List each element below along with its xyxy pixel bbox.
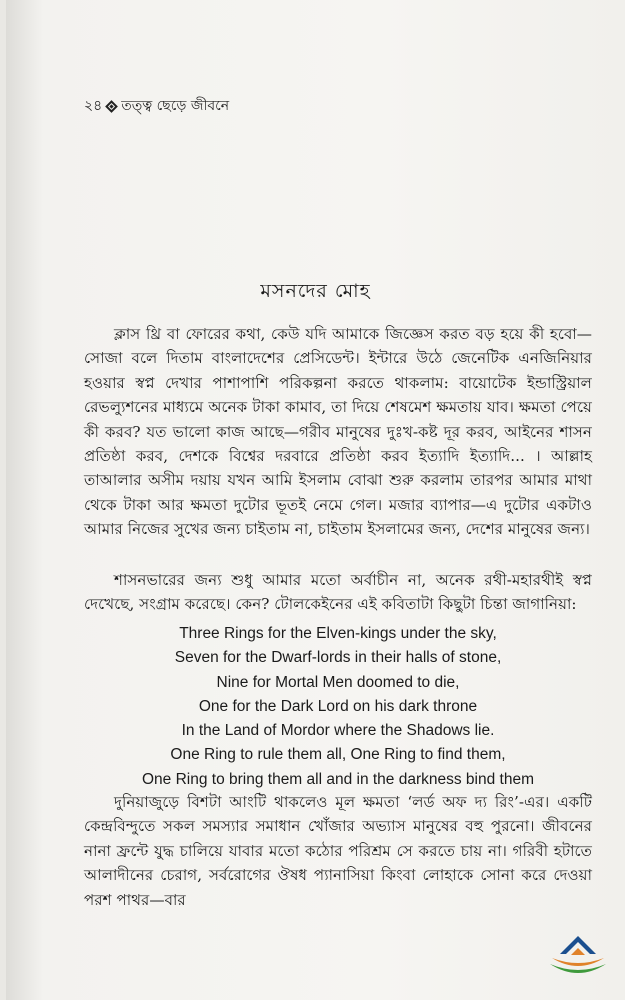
section-title: মসনদের মোহ (260, 280, 371, 302)
page-header (84, 94, 229, 118)
book-page (6, 0, 625, 1000)
publisher-logo-icon (546, 924, 610, 980)
running-book-title: তত্ত্ব ছেড়ে জীবনে (121, 98, 230, 114)
poem-quote (84, 622, 592, 792)
poem-line: One Ring to rule them all, One Ring to find them, (170, 746, 506, 764)
paragraph-2: শাসনভারের জন্য শুধু আমার মতো অর্বাচীন না, অনেক রথী-মহারথীই স্বপ্ন দেখেছে, সংগ্রাম করেছে। কেন? টোলকেইনের এই কবিতাটা কিছুটা চিন্তা জাগানিয়া: (84, 571, 592, 614)
poem-line: One Ring to bring them all and in the darkness bind them (141, 770, 535, 788)
poem-line: Three Rings for the Elven-kings under the sky, (179, 625, 497, 642)
poem-line: Nine for Mortal Men doomed to die, (216, 673, 460, 691)
paragraph-3: দুনিয়াজুড়ে বিশটা আংটি থাকলেও মূল ক্ষমতা ‘লর্ড অফ দ্য রিং’-এর। একটি কেন্দ্রবিন্দুতে সকল সমস্যার সমাধান খোঁজার অভ্যাস মানুষের বহু পুরনো। জীবনের নানা ফ্রন্টে যুদ্ধ চালিয়ে যাবার মতো কঠোর পরিশ্রম সে করতে চায় না। গরিবী হটাতে আলাদীনের চেরাগ, সর্বরোগের ঔষধ প্যানাসিয়া কিংবা লোহাকে সোনা করে দেওয়া পরশ পাথর—বার (84, 793, 592, 909)
diamond-ornament-icon (105, 100, 118, 113)
poem-line: Seven for the Dwarf-lords in their halls of stone, (174, 649, 502, 667)
poem-line: One for the Dark Lord on his dark throne (198, 697, 478, 715)
page-number: ২৪ (84, 98, 103, 114)
paragraph-1: ক্লাস থ্রি বা ফোরের কথা, কেউ যদি আমাকে জিজ্ঞেস করত বড় হয়ে কী হবো—সোজা বলে দিতাম বাংলাদেশের প্রেসিডেন্ট। ইন্টারে উঠে জেনেটিক এনজিনিয়ার হওয়ার স্বপ্ন দেখার পাশাপাশি পরিকল্পনা করতে থাকলাম: বায়োটেক ইন্ডাস্ট্রিয়াল রেভল্যুশনের মাধ্যমে অনেক টাকা কামাব, তা দিয়ে শেষমেশ ক্ষমতায় যাব। ক্ষমতা পেয়ে কী করব? যত ভালো কাজ আছে—গরীব মানুষের দুঃখ-কষ্ট দূর করব, আইনের শাসন প্রতিষ্ঠা করব, দেশকে বিশ্বের দরবারে প্রতিষ্ঠা করব ইত্যাদি ইত্যাদি... । আল্লাহ তাআলার অসীম দয়ায় যখন আমি ইসলাম বোঝা শুরু করলাম তারপর আমার মাথা থেকে টাকা আর ক্ষমতা দুটোর ভূতই নেমে গেল। মজার ব্যাপার—এ দুটোর একটাও আমার নিজের সুখের জন্য চাইতাম না, চাইতাম ইসলামের জন্য, দেশের মানুষের জন্য। (84, 325, 592, 539)
poem-line: In the Land of Mordor where the Shadows lie. (181, 722, 495, 740)
